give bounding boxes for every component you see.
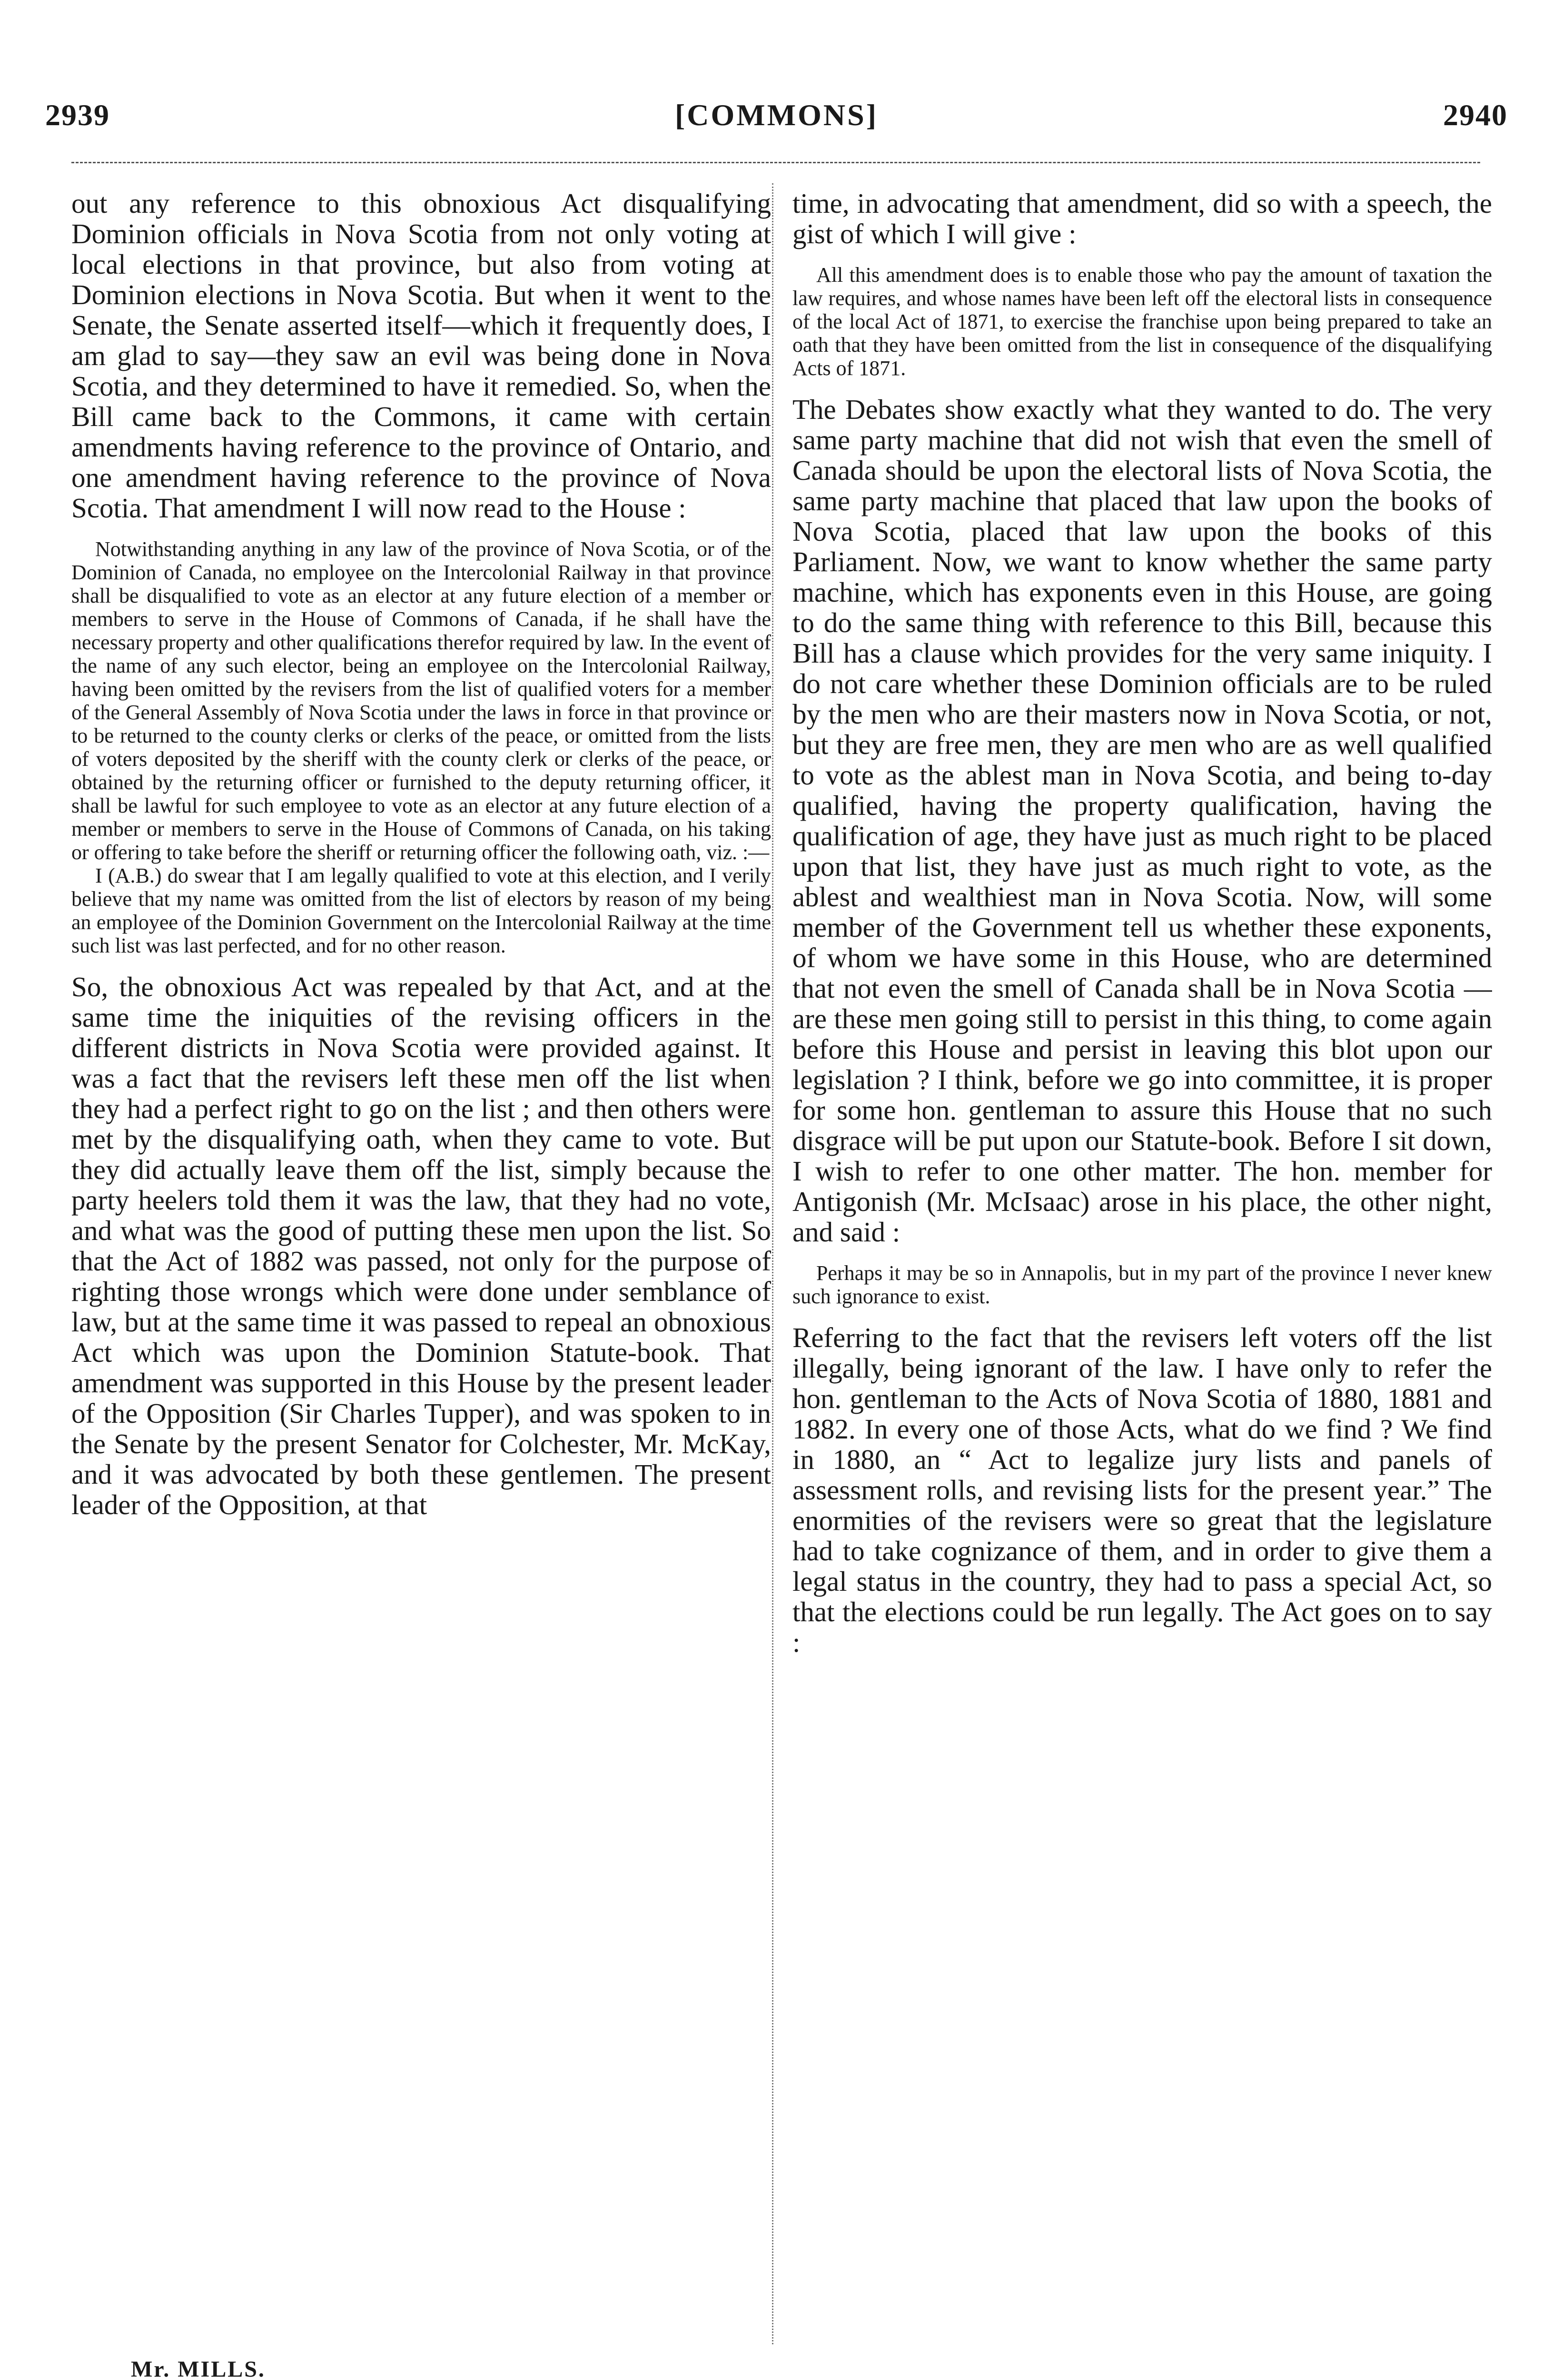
page-header xyxy=(45,98,1508,136)
left-paragraph-2: So, the obnoxious Act was repealed by that Act, and at the same time the iniquities of the revising officers in the different districts in Nova Scotia were provided against. It was a fact that the revisers left these men off the list when they had a perfect right to go on the list ; and then others were met by the disqualifying oath, when they came to vote. But they did actually leave them off the list, simply because the party heelers told them it was the law, that they had no vote, and what was the good of putting these men upon the list. So that the Act of 1882 was passed, not only for the purpose of righting those wrongs which were done under semblance of law, but at the same time it was passed to repeal an obnoxious Act which was upon the Dominion Statute-book. That amendment was supported in this House by the present leader of the Opposition (Sir Charles Tupper), and was spoken to in the Senate by the present Senator for Colchester, Mr. McKay, and it was advocated by both these gentlemen. The present leader of the Opposition, at that xyxy=(71,971,771,1520)
header-rule xyxy=(71,162,1480,163)
right-paragraph-3: Referring to the fact that the revisers left voters off the list illegally, being ignorant of the law. I have only to refer the hon. gentleman to the Acts of Nova Scotia of 1880, 1881 and 1882. In every one of those Acts, what do we find ? We find in 1880, an “ Act to legalize jury lists and panels of assessment rolls, and revising lists for the present year.” The enormities of the revisers were so great that the legislature had to take cognizance of them, and in order to give them a legal status in the country, they had to pass a special Act, so that the elections could be run legally. The Act goes on to say : xyxy=(792,1322,1492,1658)
footer-speaker: Mr. MILLS. xyxy=(131,2357,266,2380)
right-paragraph-1: time, in advocating that amendment, did so with a speech, the gist of which I will give : xyxy=(792,188,1492,249)
column-divider xyxy=(772,183,773,2344)
page-number-left: 2939 xyxy=(45,98,110,132)
page-number-right: 2940 xyxy=(1443,98,1508,132)
left-column xyxy=(71,188,771,2344)
right-paragraph-2: The Debates show exactly what they wanted to do. The very same party machine that did not wish that even the smell of Canada should be upon the electoral lists of Nova Scotia, the same party machine that placed that law upon the books of Nova Scotia, placed that law upon the books of this Parliament. Now, we want to know whether the same party machine, which has exponents even in this House, are going to do the same thing with reference to this Bill, because this Bill has a clause which provides for the very same iniquity. I do not care whether these Dominion officials are to be ruled by the men who are their masters now in Nova Scotia, or not, but they are free men, they are men who are as well qualified to vote as the ablest man in Nova Scotia, and being to-day qualified, having the property qualification, having the qualification of age, they have just as much right to be placed upon that list, they have just as much right to vote, as the ablest and wealthiest man in Nova Scotia. Now, will some member of the Government tell us whether these exponents, of whom we have some in this House, who are determined that not even the smell of Canada shall be in Nova Scotia —are these men going still to persist in this thing, to come again before this House and persist in leaving this blot upon our legislation ? I think, before we go into committee, it is proper for some hon. gentleman to assure this House that no such disgrace will be put upon our Statute-book. Before I sit down, I wish to refer to one other matter. The hon. member for Antigonish (Mr. McIsaac) arose in his place, the other night, and said : xyxy=(792,394,1492,1248)
right-quote-tupper: All this amendment does is to enable those who pay the amount of taxation the law requires, and whose names have been left off the electoral lists in consequence of the local Act of 1871, to exercise the franchise upon being prepared to take an oath that they have been omitted from the list in consequence of the disqualifying Acts of 1871. xyxy=(792,263,1492,380)
right-quote-mcisaac: Perhaps it may be so in Annapolis, but in my part of the province I never knew such ignorance to exist. xyxy=(792,1261,1492,1308)
left-quote-amendment: Notwithstanding anything in any law of the province of Nova Scotia, or of the Dominion of Canada, no employee on the Intercolonial Railway in that province shall be disqualified to vote as an elector at any future election of a member or members to serve in the House of Commons of Canada, if he shall have the necessary property and other qualifications therefor required by law. In the event of the name of any such elector, being an employee on the Intercolonial Railway, having been omitted by the revisers from the list of qualified voters for a member of the General Assembly of Nova Scotia under the laws in force in that province or to be returned to the county clerks or clerks of the peace, or omitted from the lists of voters deposited by the sheriff with the county clerk or clerks of the peace, or obtained by the returning officer or furnished to the deputy returning officer, it shall be lawful for such employee to vote as an elector at any future election of a member or members to serve in the House of Commons of Canada, on his taking or offering to take before the sheriff or returning officer the following oath, viz. :— xyxy=(71,537,771,864)
section-title: [COMMONS] xyxy=(674,98,879,132)
left-paragraph-1: out any reference to this obnoxious Act disqualifying Dominion officials in Nova Scotia from not only voting at local elections in that province, but also from voting at Dominion elections in Nova Scotia. But when it went to the Senate, the Senate asserted itself—which it frequently does, I am glad to say—they saw an evil was being done in Nova Scotia, and they determined to have it remedied. So, when the Bill came back to the Commons, it came with certain amendments having reference to the province of Ontario, and one amendment having reference to the province of Nova Scotia. That amendment I will now read to the House : xyxy=(71,188,771,524)
left-quote-oath: I (A.B.) do swear that I am legally qualified to vote at this election, and I verily believe that my name was omitted from the list of electors by reason of my being an employee of the Dominion Government on the Intercolonial Railway at the time such list was last perfected, and for no other reason. xyxy=(71,864,771,957)
right-column xyxy=(792,188,1492,2344)
